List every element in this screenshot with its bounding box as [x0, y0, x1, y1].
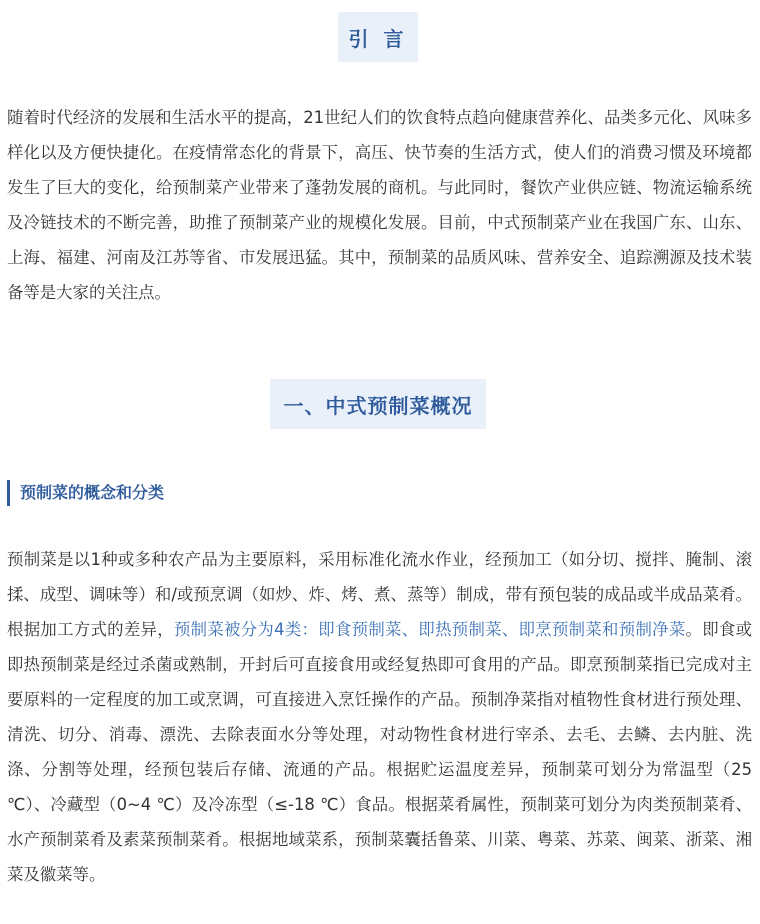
concept-classification-subheading: 预制菜的概念和分类	[7, 480, 164, 506]
intro-paragraph: 随着时代经济的发展和生活水平的提高，21世纪人们的饮食特点趋向健康营养化、品类多元化、风味多样化以及方便快捷化。在疫情常态化的背景下，高压、快节奏的生活方式，使人们的消费习惯及环境都发生了巨大的变化，给预制菜产业带来了蓬勃发展的商机。与此同时，餐饮产业供应链、物流运输系统及冷链技术的不断完善，助推了预制菜产业的规模化发展。目前，中式预制菜产业在我国广东、山东、上海、福建、河南及江苏等省、市发展迅猛。其中，预制菜的品质风味、营养安全、追踪溯源及技术装备等是大家的关注点。	[7, 108, 752, 302]
intro-section-title: 引 言	[338, 12, 418, 62]
definition-text-part2: 。即食或即热预制菜是经过杀菌或熟制，开封后可直接食用或经复热即可食用的产品。即烹预制菜指已完成对主要原料的一定程度的加工或烹调，可直接进入烹饪操作的产品。预制净菜指对植物性食材进行预处理、清洗、切分、消毒、漂洗、去除表面水分等处理，对动物性食材进行宰杀、去毛、去鳞、去内脏、洗涤、分割等处理，经预包装后存储、流通的产品。根据贮运温度差异，预制菜可划分为常温型（25 ℃）、冷藏型（0~4 ℃）及冷冻型（≤-18 ℃）食品。根据菜肴属性，预制菜可划分为肉类预制菜肴、水产预制菜肴及素菜预制菜肴。根据地域菜系，预制菜囊括鲁菜、川菜、粤菜、苏菜、闽菜、浙菜、湘菜及徽菜等。	[7, 620, 753, 884]
definition-text-part1: 预制菜是以1种或多种农产品为主要原料，采用标准化流水作业，经预加工（如分切、搅拌、腌制、滚揉、成型、调味等）和/或预烹调（如炒、炸、烤、煮、蒸等）制成，带有预包装的成品或半成品菜肴。根据加工方式的差异，	[7, 550, 752, 639]
definition-paragraph	[7, 542, 752, 892]
classification-highlight: 预制菜被分为4类：即食预制菜、即热预制菜、即烹预制菜和预制净菜	[173, 620, 686, 639]
overview-section-title: 一、中式预制菜概况	[270, 379, 486, 429]
